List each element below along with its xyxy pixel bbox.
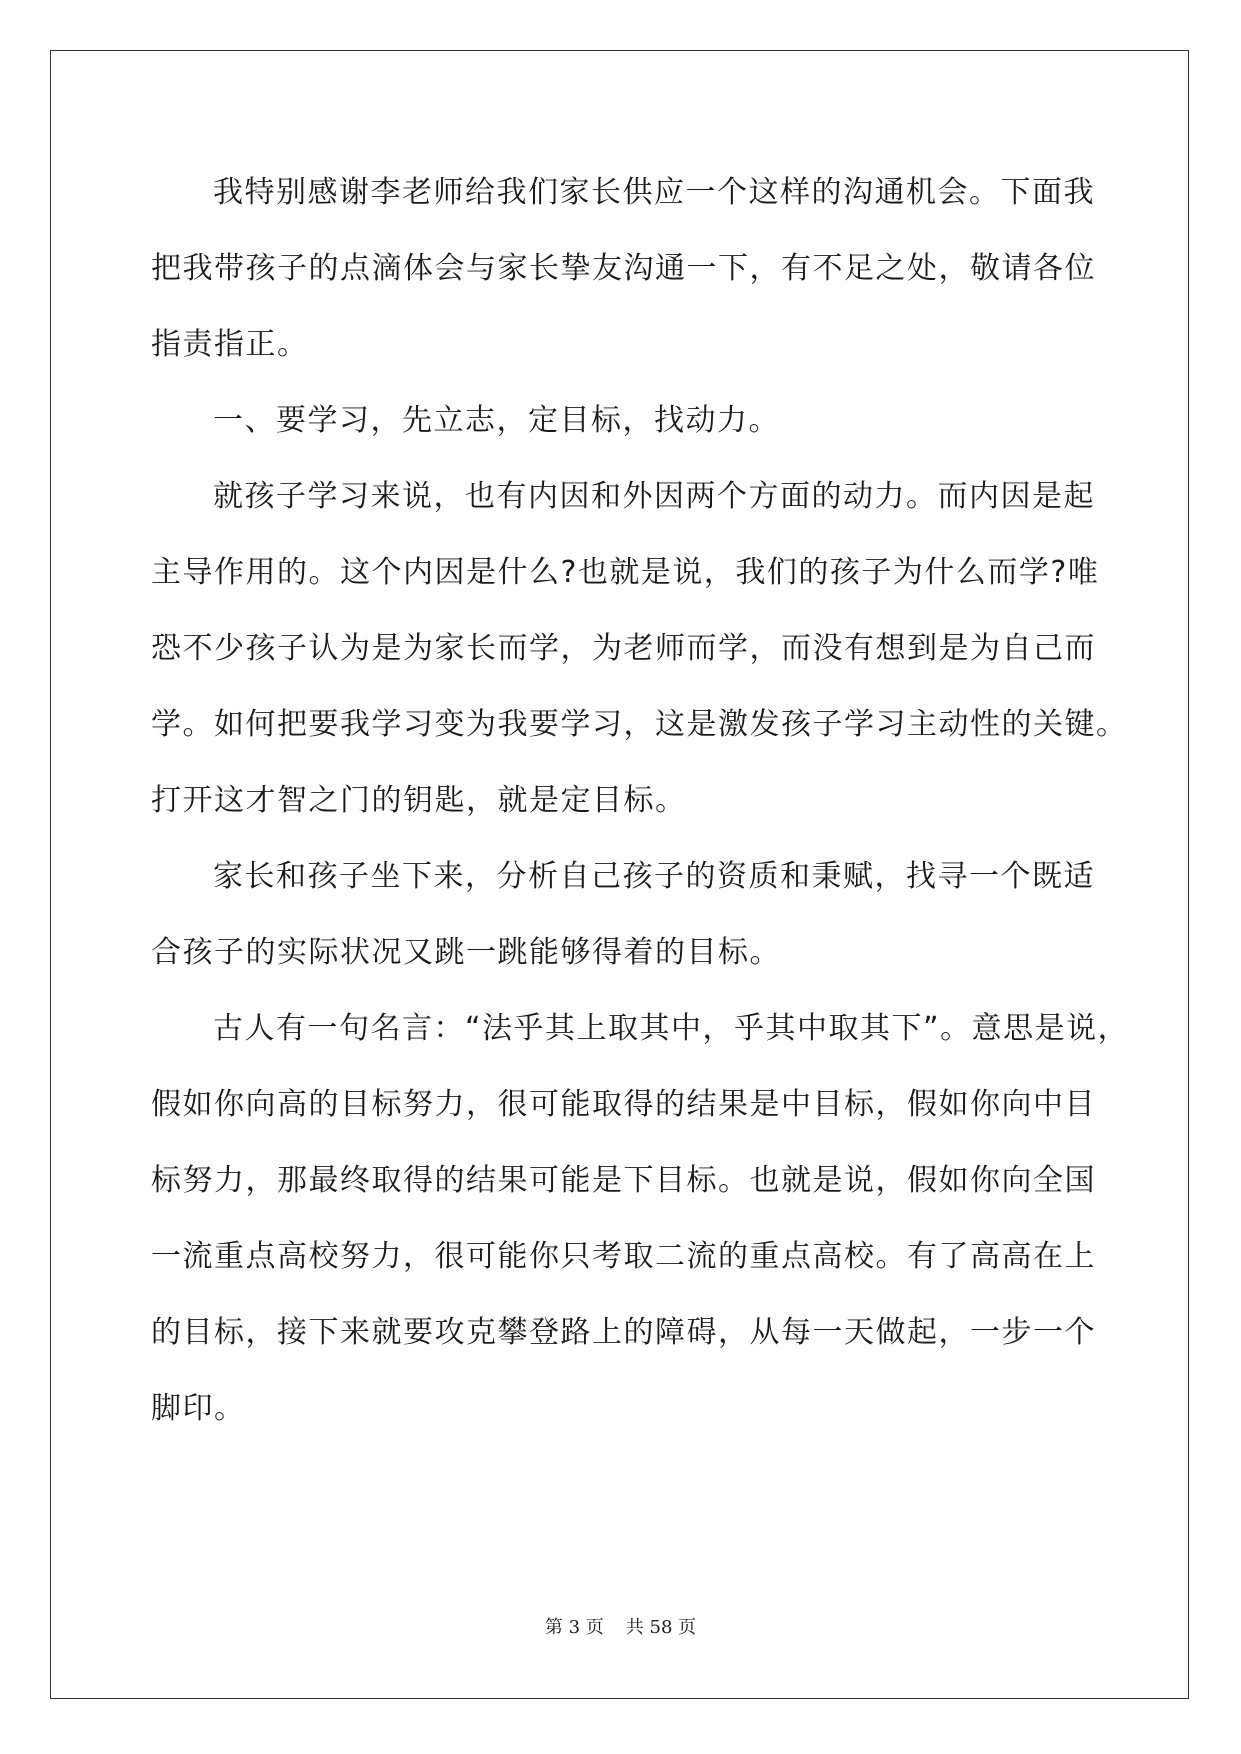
text-line: 合孩子的实际状况又跳一跳能够得着的目标。: [151, 935, 781, 970]
page-number: 第 3 页: [544, 1617, 604, 1638]
text-line: 指责指正。: [151, 327, 309, 362]
text-line: 一流重点高校努力，很可能你只考取二流的重点高校。有了高高在上: [151, 1239, 1096, 1274]
text-line: 打开这才智之门的钥匙，就是定目标。: [151, 783, 687, 818]
section-heading: 一、要学习，先立志，定目标，找动力。: [213, 403, 780, 438]
text-line: 恐不少孩子认为是为家长而学，为老师而学，而没有想到是为自己而: [151, 631, 1096, 666]
text-line: 假如你向高的目标努力，很可能取得的结果是中目标，假如你向中目: [151, 1087, 1096, 1122]
text-line: 标努力，那最终取得的结果可能是下目标。也就是说，假如你向全国: [151, 1163, 1096, 1198]
text-line: 主导作用的。这个内因是什么?也就是说，我们的孩子为什么而学?唯: [151, 555, 1100, 590]
text-line: 学。如何把要我学习变为我要学习，这是激发孩子学习主动性的关键。: [151, 707, 1128, 742]
total-pages: 共 58 页: [625, 1617, 697, 1638]
text-line: 就孩子学习来说，也有内因和外因两个方面的动力。而内因是起: [213, 479, 1095, 514]
text-line: 古人有一句名言：“法乎其上取其中，乎其中取其下”。意思是说，: [213, 1011, 1130, 1046]
text-line: 把我带孩子的点滴体会与家长挚友沟通一下，有不足之处，敬请各位: [151, 251, 1096, 286]
text-line: 家长和孩子坐下来，分析自己孩子的资质和秉赋，找寻一个既适: [213, 859, 1095, 894]
page-footer: [0, 1613, 1241, 1639]
text-line: 脚印。: [151, 1391, 246, 1426]
text-line: 的目标，接下来就要攻克攀登路上的障碍，从每一天做起，一步一个: [151, 1315, 1096, 1350]
text-line: 我特别感谢李老师给我们家长供应一个这样的沟通机会。下面我: [213, 175, 1095, 210]
document-body: [151, 155, 1130, 1447]
